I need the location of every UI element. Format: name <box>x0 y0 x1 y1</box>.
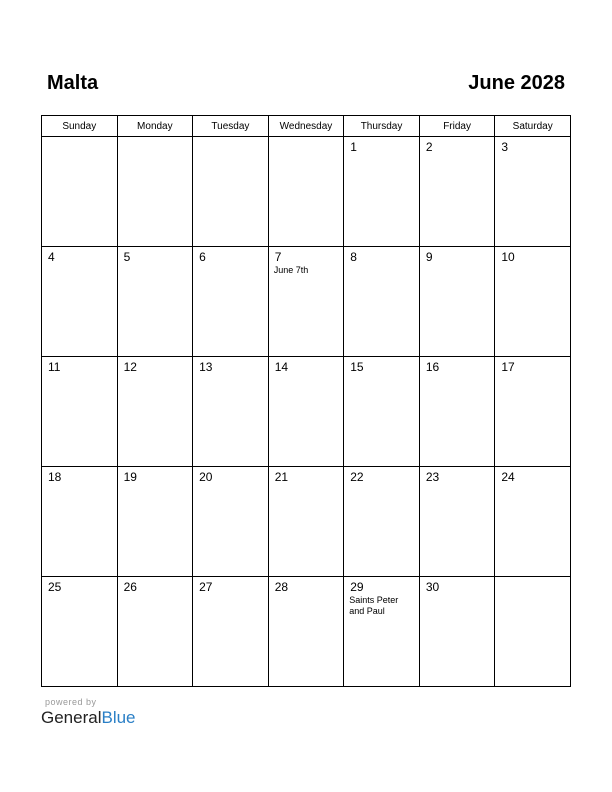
day-number: 9 <box>425 250 433 264</box>
day-cell <box>193 137 269 247</box>
day-number: 3 <box>501 140 509 154</box>
day-cell <box>42 247 118 357</box>
day-number: 7 <box>274 250 282 264</box>
day-number: 1 <box>350 140 357 154</box>
day-number: 13 <box>199 360 213 374</box>
day-cell <box>419 247 495 357</box>
day-cell <box>193 577 269 687</box>
day-cell <box>419 467 495 577</box>
day-cell <box>193 467 269 577</box>
day-cell <box>495 467 571 577</box>
weekday-monday: Monday <box>117 116 193 137</box>
day-number: 17 <box>501 360 515 374</box>
day-number: 30 <box>425 580 440 594</box>
brand-logo <box>41 708 136 728</box>
day-number: 23 <box>425 470 440 484</box>
weekday-wednesday: Wednesday <box>268 116 344 137</box>
weekday-header-row <box>42 116 571 137</box>
week-row <box>42 137 571 247</box>
country-title: Malta <box>47 72 99 94</box>
day-number: 24 <box>501 470 515 484</box>
day-number <box>269 137 344 140</box>
day-number: 4 <box>48 250 55 264</box>
day-cell <box>344 577 420 687</box>
day-cell <box>193 247 269 357</box>
day-cell <box>419 357 495 467</box>
day-cell <box>419 577 495 687</box>
weekday-saturday: Saturday <box>495 116 571 137</box>
day-cell <box>268 247 344 357</box>
day-number: 16 <box>425 360 440 374</box>
day-cell <box>42 577 118 687</box>
day-number: 10 <box>501 250 515 264</box>
day-cell <box>344 247 420 357</box>
day-cell <box>117 137 193 247</box>
holiday-label: June 7th <box>273 265 309 275</box>
day-cell <box>117 467 193 577</box>
day-cell <box>117 357 193 467</box>
month-year-title: June 2028 <box>468 72 565 94</box>
powered-by-label: powered by <box>45 697 97 707</box>
day-number: 19 <box>123 470 137 484</box>
day-number: 2 <box>425 140 433 154</box>
day-cell <box>268 577 344 687</box>
day-number: 27 <box>199 580 213 594</box>
day-number: 15 <box>350 360 364 374</box>
day-cell <box>268 467 344 577</box>
weekday-friday: Friday <box>419 116 495 137</box>
day-cell <box>495 137 571 247</box>
day-number: 25 <box>48 580 62 594</box>
day-cell <box>344 357 420 467</box>
holiday-label: Saints Peter and Paul <box>349 595 399 616</box>
day-cell <box>117 247 193 357</box>
week-row <box>42 247 571 357</box>
day-number: 11 <box>48 360 61 374</box>
day-number: 21 <box>274 470 289 484</box>
day-cell <box>42 357 118 467</box>
day-number: 29 <box>350 580 364 594</box>
week-row <box>42 357 571 467</box>
week-row <box>42 577 571 687</box>
day-number: 12 <box>123 360 137 374</box>
week-row <box>42 467 571 577</box>
day-number: 5 <box>123 250 131 264</box>
day-cell <box>193 357 269 467</box>
day-number <box>193 137 268 140</box>
day-cell <box>268 137 344 247</box>
day-cell <box>42 467 118 577</box>
day-number: 26 <box>123 580 137 594</box>
brand-general: General <box>41 708 102 727</box>
weekday-sunday: Sunday <box>42 116 118 137</box>
day-cell <box>42 137 118 247</box>
brand-blue: Blue <box>101 708 136 727</box>
day-cell <box>495 577 571 687</box>
day-number <box>42 137 117 140</box>
day-cell <box>344 467 420 577</box>
calendar-grid <box>41 115 571 687</box>
day-cell <box>495 357 571 467</box>
day-cell <box>344 137 420 247</box>
day-number: 22 <box>350 470 364 484</box>
weekday-thursday: Thursday <box>344 116 420 137</box>
day-number: 28 <box>274 580 289 594</box>
day-cell <box>117 577 193 687</box>
day-number: 18 <box>48 470 62 484</box>
day-cell <box>268 357 344 467</box>
calendar-body <box>42 137 571 687</box>
day-number <box>495 577 570 580</box>
day-number: 20 <box>199 470 213 484</box>
day-number: 14 <box>274 360 289 374</box>
day-number <box>118 137 193 140</box>
day-cell <box>495 247 571 357</box>
day-number: 6 <box>199 250 206 264</box>
weekday-tuesday: Tuesday <box>193 116 269 137</box>
day-number: 8 <box>350 250 357 264</box>
day-cell <box>419 137 495 247</box>
